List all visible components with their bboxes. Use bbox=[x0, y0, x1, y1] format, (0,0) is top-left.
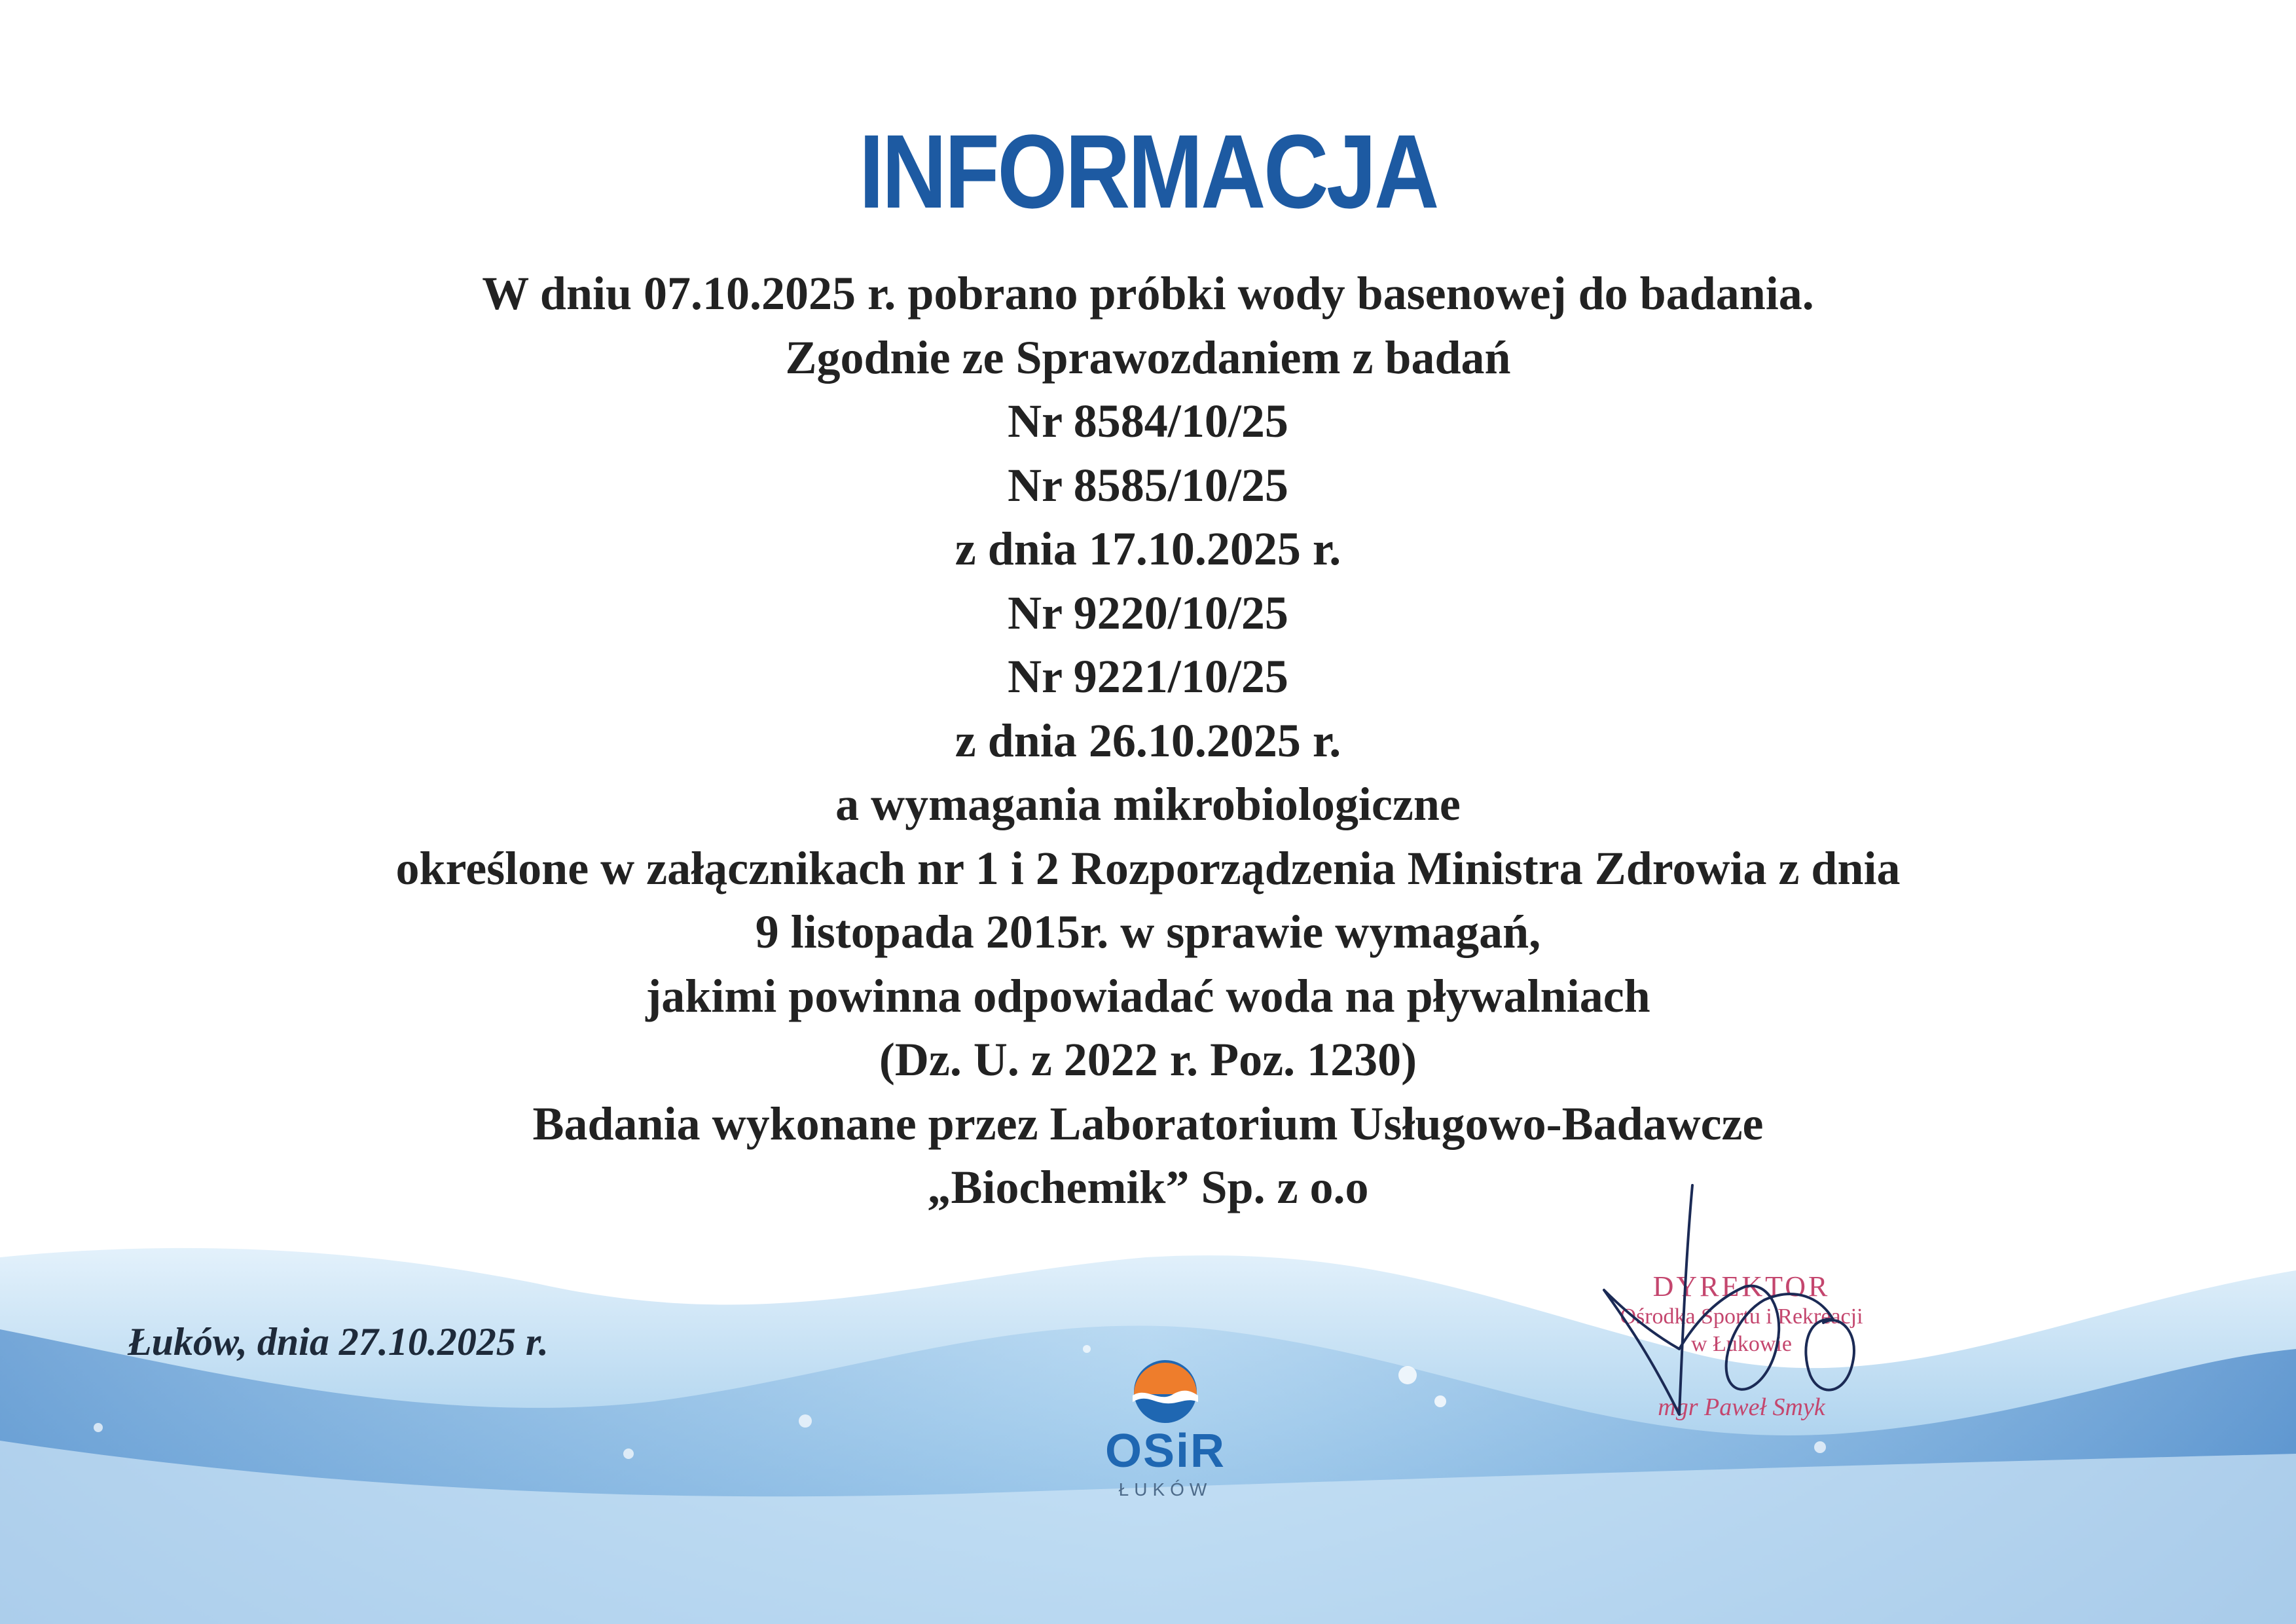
body-line: z dnia 26.10.2025 r. bbox=[955, 714, 1341, 767]
handwritten-signature bbox=[1558, 1166, 1925, 1506]
body-line: W dniu 07.10.2025 r. pobrano próbki wody basenowej do badania. bbox=[482, 267, 1814, 320]
body-line: Zgodnie ze Sprawozdaniem z badań bbox=[785, 331, 1511, 384]
body-line: z dnia 17.10.2025 r. bbox=[955, 523, 1341, 575]
document-title: INFORMACJA bbox=[859, 113, 1437, 230]
body-line: „Biochemik” Sp. z o.o bbox=[927, 1161, 1369, 1213]
body-line: Nr 9221/10/25 bbox=[1008, 650, 1288, 703]
body-line: Nr 8584/10/25 bbox=[1008, 395, 1288, 447]
osir-logo bbox=[1087, 1352, 1244, 1503]
logo-name: OSiR bbox=[1104, 1425, 1226, 1477]
stamp-line: w Łukowie bbox=[1691, 1332, 1792, 1356]
stamp-name: mgr Paweł Smyk bbox=[1658, 1393, 1825, 1421]
stamp-title: DYREKTOR bbox=[1652, 1270, 1831, 1302]
body-line: Nr 8585/10/25 bbox=[1008, 458, 1288, 511]
osir-logo-icon bbox=[1087, 1352, 1244, 1424]
body-line: 9 listopada 2015r. w sprawie wymagań, bbox=[755, 906, 1541, 958]
body-line: jakimi powinna odpowiadać woda na pływalniach bbox=[646, 969, 1650, 1022]
body-line: Badania wykonane przez Laboratorium Usługowo-Badawcze bbox=[532, 1097, 1764, 1150]
stamp-line: Ośrodka Sportu i Rekreacji bbox=[1620, 1304, 1863, 1329]
logo-town: ŁUKÓW bbox=[1118, 1479, 1212, 1500]
body-line: (Dz. U. z 2022 r. Poz. 1230) bbox=[879, 1033, 1417, 1086]
place-and-date: Łuków, dnia 27.10.2025 r. bbox=[128, 1320, 549, 1363]
document-body bbox=[0, 262, 2296, 1220]
body-line: określone w załącznikach nr 1 i 2 Rozporządzenia Ministra Zdrowia z dnia bbox=[395, 841, 1901, 895]
body-line: Nr 9220/10/25 bbox=[1008, 586, 1288, 639]
body-line: a wymagania mikrobiologiczne bbox=[835, 778, 1461, 830]
